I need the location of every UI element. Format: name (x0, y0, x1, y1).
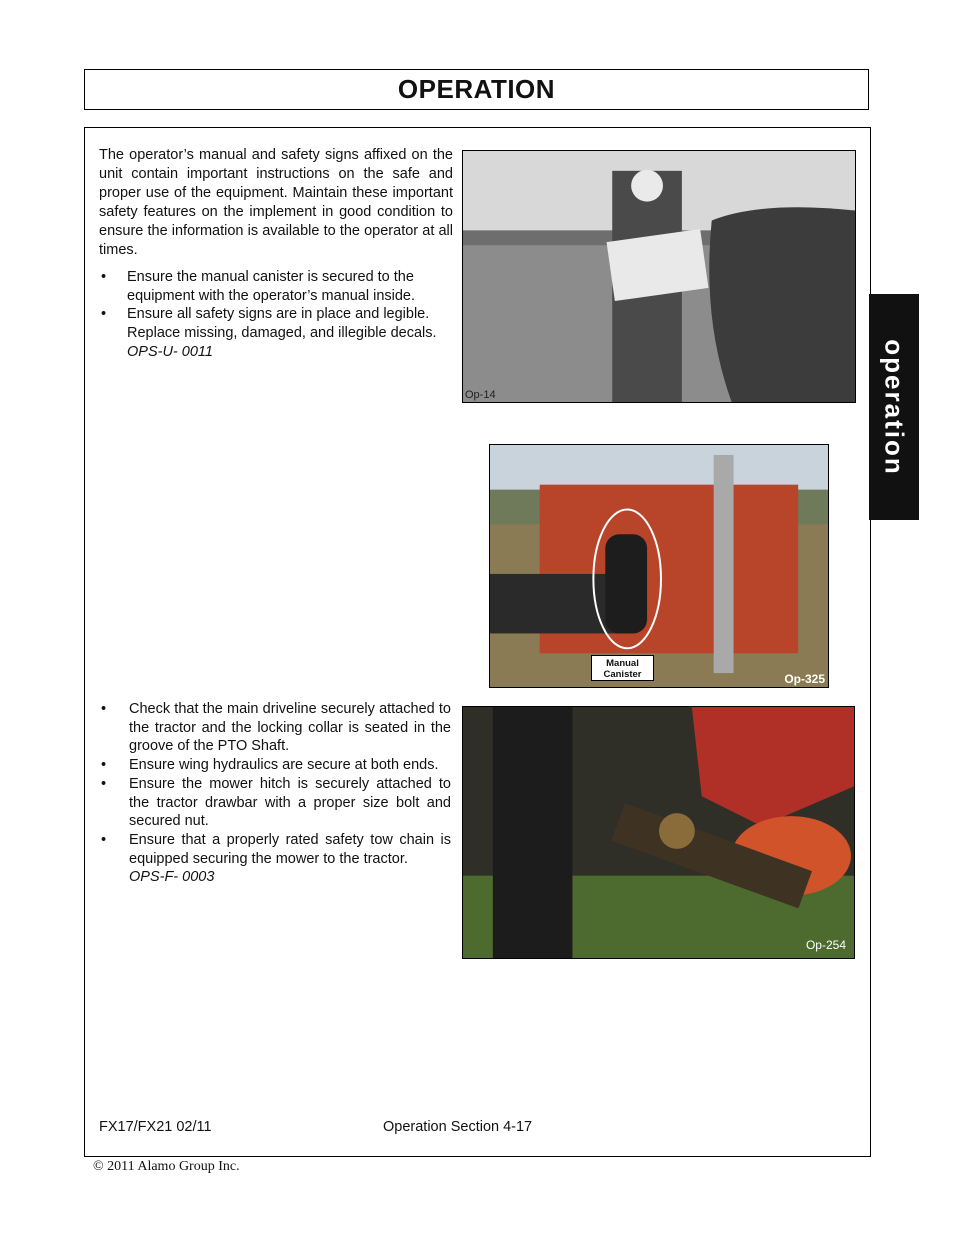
photo-manual-canister (489, 444, 829, 688)
list-item: • Ensure wing hydraulics are secure at both ends. (101, 757, 439, 774)
reference-code: OPS-F- 0003 (129, 869, 215, 886)
photo-pto-driveline (462, 706, 855, 959)
photo-label: Op-325 (784, 672, 825, 686)
footer-section: Operation Section 4-17 (383, 1119, 533, 1135)
copyright: © 2011 Alamo Group Inc. (93, 1159, 240, 1174)
reference-code: OPS-U- 0011 (127, 343, 213, 360)
list-item: • Check that the main driveline securely attached to the tractor and the locking collar is seated in the groove of the PTO Shaft. (101, 701, 451, 755)
list-item: • Ensure the mower hitch is securely attached to the tractor drawbar with a proper size bolt and secured nut. (101, 775, 451, 830)
list-item: • Ensure the manual canister is secured to the equipment with the operator’s manual inside. (101, 269, 416, 304)
section-side-tab (869, 294, 919, 520)
photo-operator-reading-manual (462, 150, 856, 403)
manual-canister-callout: Manual Canister (591, 655, 654, 681)
list-item: • Ensure all safety signs are in place and legible. Replace missing, damaged, and illegible decals. OPS-U- 0011 (101, 306, 437, 360)
photo-label: Op-254 (805, 938, 846, 952)
intro-bullet-list (99, 268, 453, 362)
side-tab-label: operation (879, 338, 910, 476)
intro-paragraph: The operator’s manual and safety signs affixed on the unit contain important instructions on the safe and proper use of the equipment. Maintain these important safety features on the implement in good condition to ensure the information is available to the operator at all times. (99, 147, 453, 258)
list-item: • Ensure that a properly rated safety tow chain is equipped securing the mower to the tractor. OPS-F- 0003 (101, 831, 451, 886)
footer-model: FX17/FX21 02/11 (99, 1119, 212, 1135)
page-title: OPERATION (397, 74, 556, 104)
check-bullet-list (99, 700, 451, 887)
photo-label: Op-14 (465, 389, 496, 401)
page-header (84, 69, 869, 110)
